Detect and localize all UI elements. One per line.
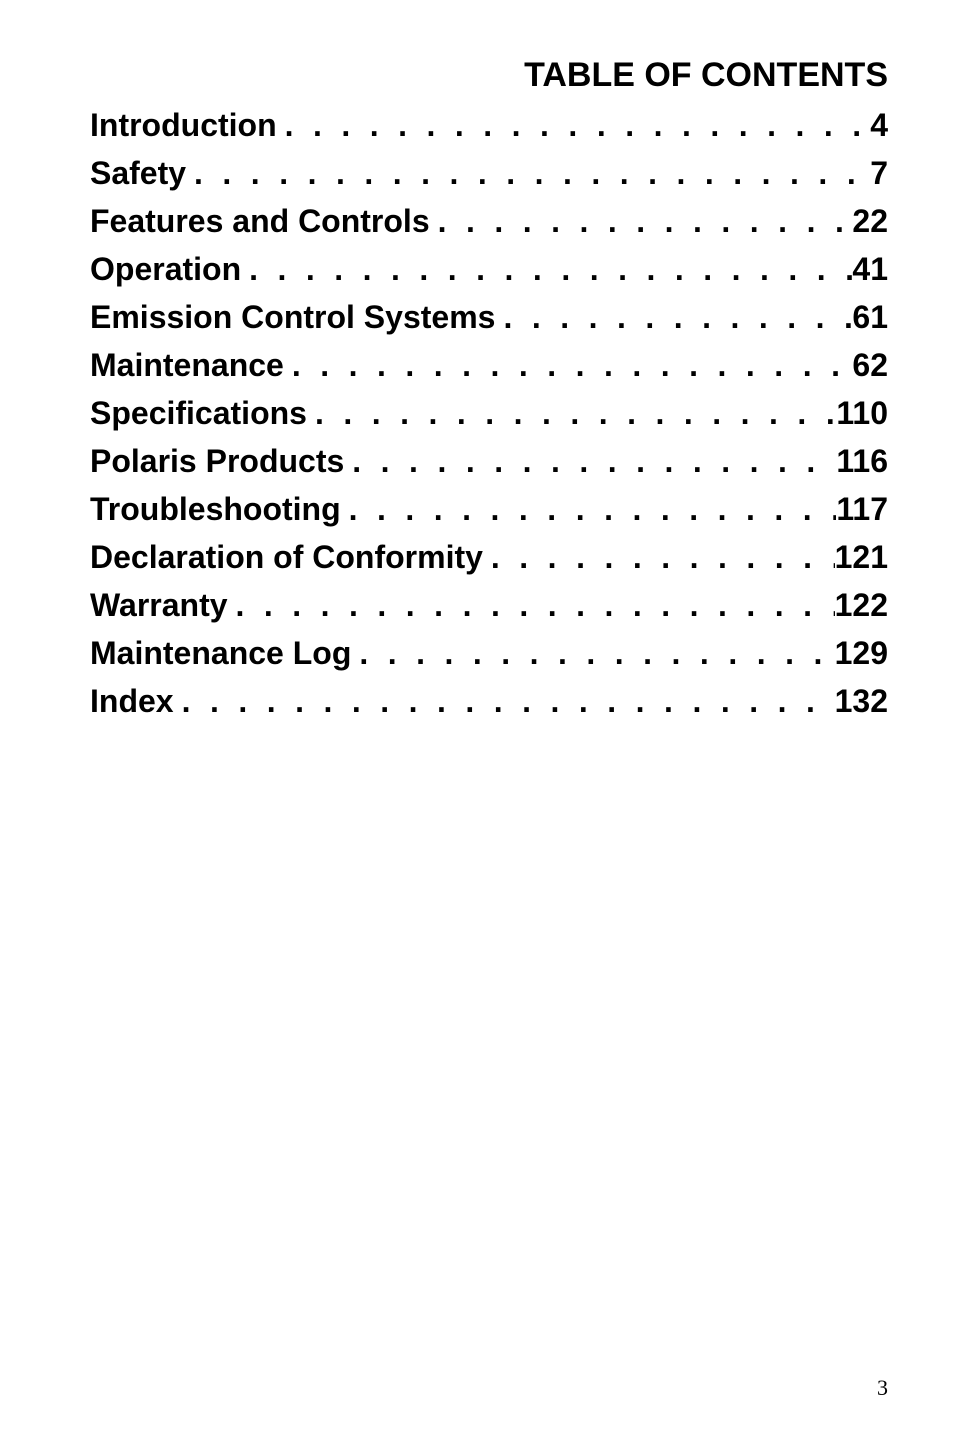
- dot-leader: [284, 341, 853, 389]
- dot-leader: [228, 581, 835, 629]
- toc-entry-troubleshooting[interactable]: [90, 485, 888, 533]
- dot-leader: [430, 197, 853, 245]
- toc-entry-page: 129: [834, 635, 888, 671]
- page-number: 3: [877, 1375, 888, 1400]
- toc-entry-page: 61: [852, 299, 888, 335]
- dot-leader: [307, 389, 836, 437]
- toc-entry-maintenance[interactable]: [90, 341, 888, 389]
- toc-entry-page: 117: [836, 491, 888, 527]
- toc-entry-emission-control-systems[interactable]: [90, 293, 888, 341]
- toc-entry-polaris-products[interactable]: [90, 437, 888, 485]
- toc-entry-page: 116: [836, 443, 888, 479]
- toc-entry-page: 4: [870, 107, 888, 143]
- toc-entry-label: Polaris Products: [90, 443, 345, 479]
- dot-leader: [241, 245, 852, 293]
- dot-leader: [174, 677, 835, 725]
- toc-entry-declaration-of-conformity[interactable]: [90, 533, 888, 581]
- toc-entry-warranty[interactable]: [90, 581, 888, 629]
- toc-entry-label: Maintenance: [90, 347, 284, 383]
- toc-entry-index[interactable]: [90, 677, 888, 725]
- toc-entry-features-and-controls[interactable]: [90, 197, 888, 245]
- toc-entry-label: Declaration of Conformity: [90, 539, 483, 575]
- toc-entry-page: 132: [834, 683, 888, 719]
- toc-entry-page: 22: [852, 203, 888, 239]
- dot-leader: [344, 437, 836, 485]
- toc-entry-label: Maintenance Log: [90, 635, 352, 671]
- toc-list: [90, 101, 888, 725]
- toc-entry-label: Features and Controls: [90, 203, 430, 239]
- dot-leader: [341, 485, 837, 533]
- toc-entry-page: 7: [870, 155, 888, 191]
- toc-entry-introduction[interactable]: [90, 101, 888, 149]
- toc-entry-page: 121: [834, 539, 888, 575]
- page-title: TABLE OF CONTENTS: [524, 56, 888, 94]
- toc-entry-label: Index: [90, 683, 174, 719]
- toc-entry-page: 110: [836, 395, 888, 431]
- toc-entry-label: Safety: [90, 155, 187, 191]
- toc-entry-label: Troubleshooting: [90, 491, 341, 527]
- dot-leader: [186, 149, 870, 197]
- toc-entry-label: Warranty: [90, 587, 228, 623]
- toc-entry-page: 41: [852, 251, 888, 287]
- dot-leader: [483, 533, 835, 581]
- dot-leader: [351, 629, 834, 677]
- toc-entry-page: 122: [834, 587, 888, 623]
- toc-entry-label: Operation: [90, 251, 242, 287]
- dot-leader: [277, 101, 871, 149]
- toc-entry-label: Introduction: [90, 107, 277, 143]
- toc-entry-page: 62: [852, 347, 888, 383]
- toc-entry-operation[interactable]: [90, 245, 888, 293]
- dot-leader: [495, 293, 852, 341]
- toc-entry-maintenance-log[interactable]: [90, 629, 888, 677]
- toc-entry-label: Emission Control Systems: [90, 299, 496, 335]
- toc-entry-label: Specifications: [90, 395, 307, 431]
- toc-entry-safety[interactable]: [90, 149, 888, 197]
- toc-entry-specifications[interactable]: [90, 389, 888, 437]
